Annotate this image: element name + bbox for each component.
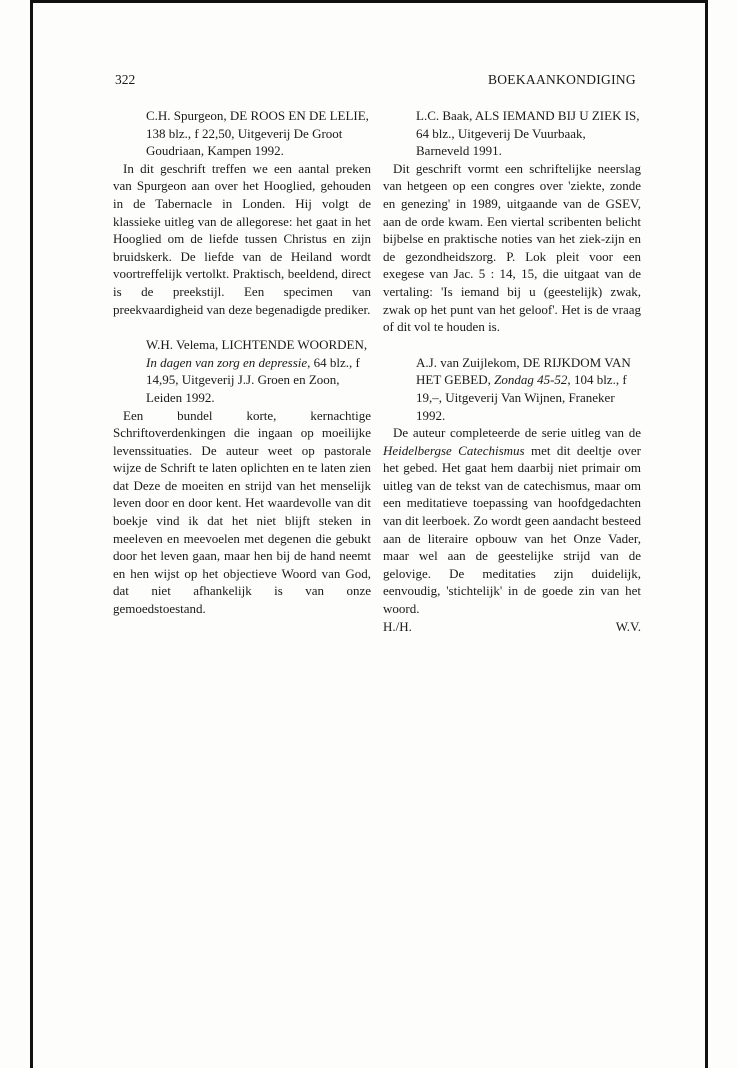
scan-border-right <box>705 0 708 1068</box>
book-entry-spurgeon: C.H. Spurgeon, DE ROOS EN DE LELIE, 138 blz., f 22,50, Uitgeverij De Groot Goudriaan, Kampen 1992. <box>146 108 369 159</box>
entry-heading-italic: Zondag 45-52, <box>494 372 571 388</box>
entry-heading-part: A.J. van Zuijlekom, DE RIJKDOM VAN HET GEBED, <box>416 354 631 388</box>
page-number: 322 <box>115 72 136 87</box>
right-column <box>383 107 641 635</box>
signature-line <box>383 618 641 636</box>
review-baak: Dit geschrift vormt een schriftelijke neerslag van hetgeen op een congres over 'ziekte, zonde en genezing' in 1989, uitgaande van de GSEV, aan de orde kwam. Een viertal scribenten belicht bijbelse en praktische noties van het ziek-zijn en de gezondheidszorg. P. Lok pleit voor een exegese van Jac. 5 : 14, 15, die uitgaat van de vertaling: 'Is iemand bij u (geestelijk) zwak, zwak op het punt van het geloof'. Het is de vraag of dit vol te houden is. <box>383 160 641 335</box>
scan-border-top <box>30 0 708 3</box>
review-part: met dit deeltje over het gebed. Het gaat hem daarbij niet primair om uitleg van de tekst van de catechismus, maar om een meditatieve toepassing van hoofdgedachten van dit leerboek. Zo wordt geen aandacht besteed aan de literaire opbouw van het Onze Vader, maar wel aan de geestelijke strijd van de gelovige. De meditaties zijn duidelijk, eenvoudig, 'stichtelijk' in de goede zin van het woord. <box>383 442 641 617</box>
entry-heading-part: 104 blz., f 19,–, Uitgeverij Van Wijnen, Franeker 1992. <box>416 372 627 423</box>
scan-border-left <box>30 0 33 1068</box>
review-zuijlekom <box>383 424 641 618</box>
running-head: BOEKAANKONDIGING <box>487 72 636 87</box>
entry-heading-part: , 64 blz., f 14,95, Uitgeverij J.J. Groen en Zoon, Leiden 1992. <box>146 354 360 405</box>
entry-heading-part: W.H. Velema, LICHTENDE WOORDEN, <box>146 337 368 353</box>
book-entry-baak: L.C. Baak, ALS IEMAND BIJ U ZIEK IS, 64 blz., Uitgeverij De Vuurbaak, Barneveld 1991. <box>416 108 640 159</box>
review-italic: Heidelbergse Catechismus <box>383 442 525 458</box>
signature-right: W.V. <box>615 618 641 634</box>
book-entry-velema <box>113 336 371 406</box>
signature-left: H./H. <box>383 618 412 634</box>
review-velema: Een bundel korte, kernachtige Schriftoverdenkingen die ingaan op moeilijke levenssituaties. De auteur weet op pastorale wijze de Schrift te laten oplichten en te laten zien dat Deze de moeiten en strijd van het menselijk leven door en door kent. Het waardevolle van dit boekje vind ik dat het niet blijft steken in meeleven en meevoelen met degenen die gebukt door het leven gaan, maar hen bij de hand neemt en hen wijst op het objectieve Woord van God, dat niet afhankelijk is van onze gemoedstoestand. <box>113 407 371 617</box>
left-column <box>113 107 371 618</box>
book-entry-zuijlekom <box>383 354 641 424</box>
entry-heading-italic: In dagen van zorg en depressie <box>146 354 308 370</box>
review-spurgeon: In dit geschrift treffen we een aantal preken van Spurgeon aan over het Hooglied, gehouden in de Tabernacle in Londen. Hij volgt de klassieke uitleg van de allegorese: het gaat in het Hooglied om de liefde tussen Christus en zijn bruidskerk. De liefde van de Heiland wordt voortreffelijk vertolkt. Praktisch, beeldend, direct is de preekstijl. Een specimen van preekvaardigheid van deze begenadigde prediker. <box>113 160 371 317</box>
review-part: De auteur completeerde de serie uitleg van de <box>393 425 641 441</box>
